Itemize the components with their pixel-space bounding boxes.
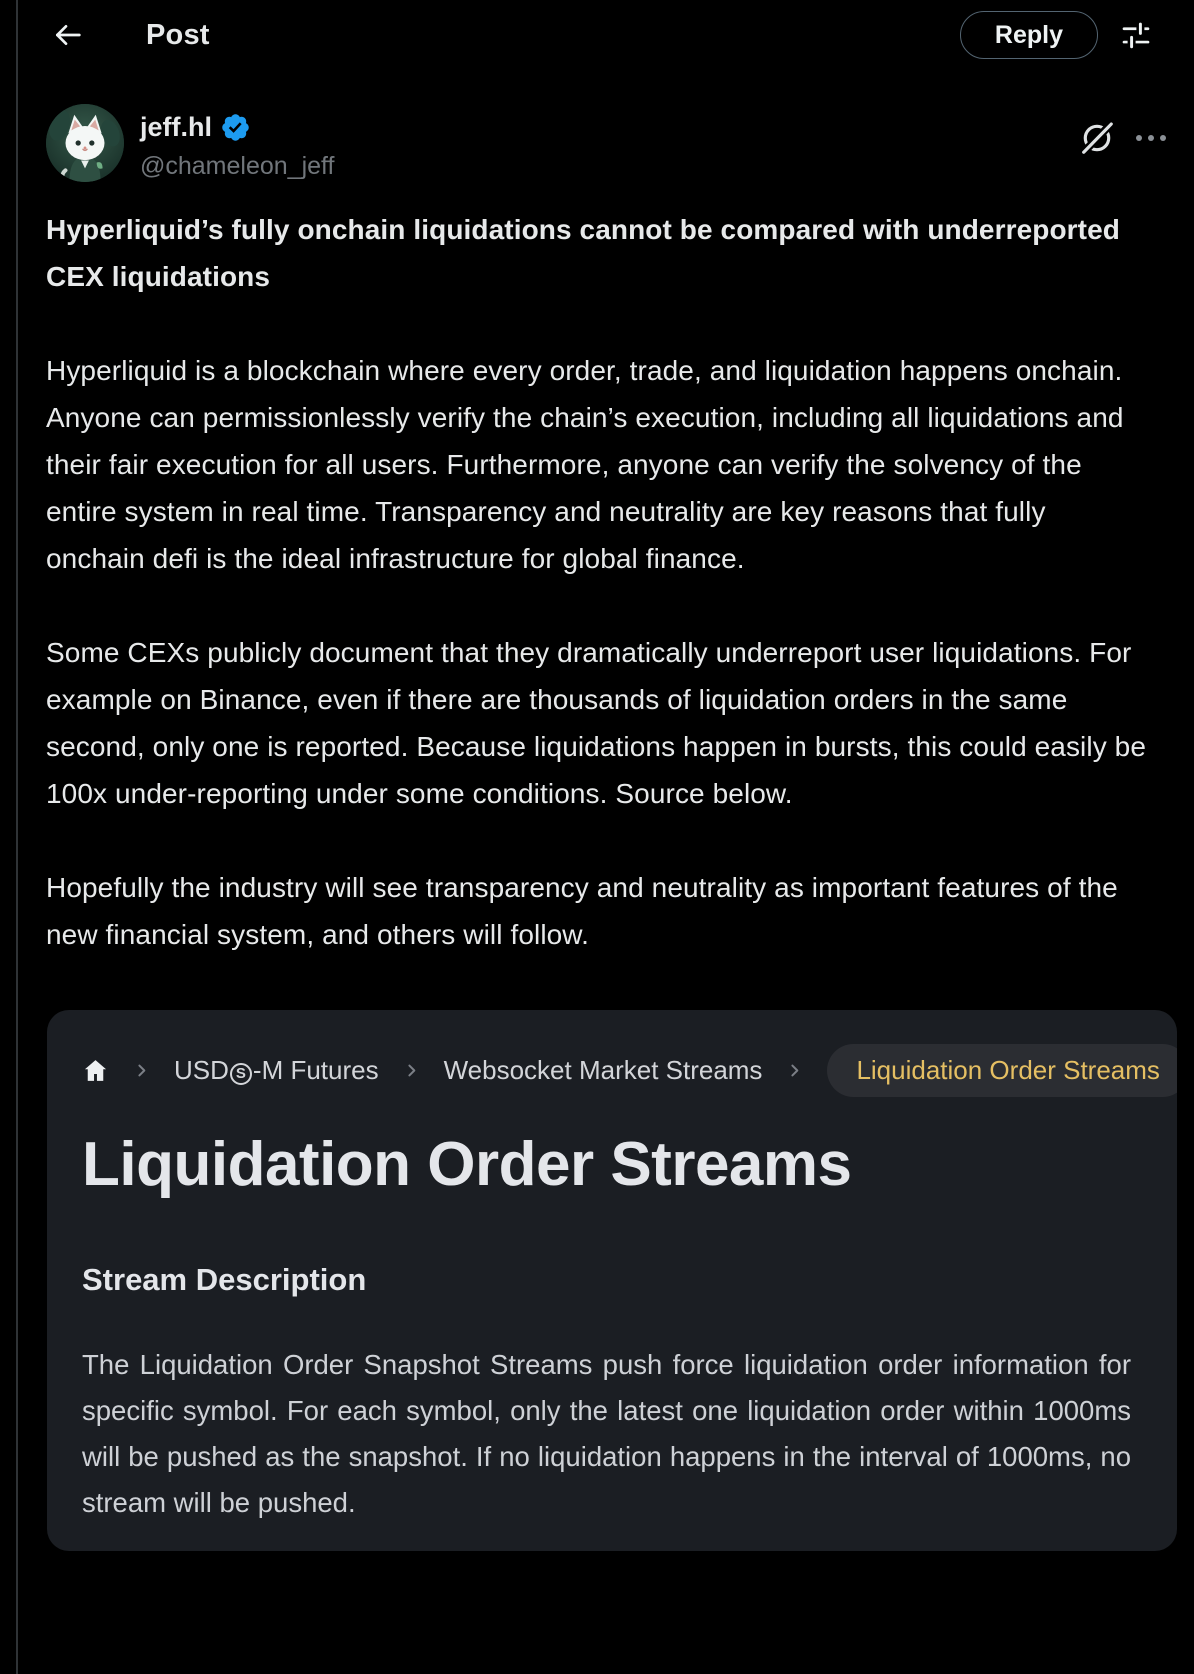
column-left-border	[16, 0, 18, 1674]
doc-section-title: Stream Description	[82, 1262, 367, 1297]
breadcrumb-item-websocket-streams: Websocket Market Streams	[443, 1055, 763, 1085]
timeline-settings-button[interactable]	[1114, 13, 1158, 57]
doc-description: The Liquidation Order Snapshot Streams push force liquidation order information for specific symbol. For each symbol, only the latest one liquidation order within 1000ms will be pushed as the snapshot. If no liquidation happens in the interval of 1000ms, no stream will be pushed.	[82, 1349, 1131, 1518]
doc-screenshot-card[interactable]	[47, 1010, 1177, 1551]
doc-breadcrumb	[82, 1044, 1160, 1097]
circled-s-icon: S	[230, 1063, 252, 1085]
breadcrumb-chevron-icon	[403, 1062, 420, 1079]
grok-icon	[1078, 119, 1116, 157]
page-title: Post	[146, 18, 210, 51]
more-button[interactable]	[1129, 116, 1173, 160]
author-name[interactable]: jeff.hl	[140, 111, 212, 142]
doc-title: Liquidation Order Streams	[82, 1130, 852, 1199]
post	[0, 104, 1194, 1551]
author-handle[interactable]: @chameleon_jeff	[140, 152, 335, 180]
breadcrumb-chevron-icon	[786, 1062, 803, 1079]
post-text	[46, 206, 1148, 958]
author-info	[140, 104, 334, 181]
post-heading: Hyperliquid’s fully onchain liquidations cannot be compared with underreported CEX liquidations	[46, 214, 1120, 292]
sliders-icon	[1120, 19, 1152, 51]
topbar	[0, 0, 1194, 64]
post-paragraph: Hyperliquid is a blockchain where every order, trade, and liquidation happens onchain. Anyone can permissionlessly verify the chain’s execution, including all liquidations and their fair execution for all users. Furthermore, anyone can verify the solvency of the entire system in real time. Transparency and neutrality are key reasons that fully onchain defi is the ideal infrastructure for global finance.	[46, 355, 1124, 574]
avatar-cat-image	[46, 104, 124, 182]
breadcrumb-item-usdm-futures: USD S -M Futures	[174, 1055, 379, 1085]
more-horizontal-icon	[1136, 135, 1166, 141]
post-paragraph: Some CEXs publicly document that they dramatically underreport user liquidations. For example on Binance, even if there are thousands of liquidation orders in the same second, only one is reported. Because liquidations happen in bursts, this could easily be 100x under-reporting under some conditions. Source below.	[46, 637, 1147, 809]
avatar[interactable]	[46, 104, 124, 182]
home-icon	[82, 1057, 109, 1084]
back-button[interactable]	[50, 17, 86, 53]
breadcrumb-chevron-icon	[133, 1062, 150, 1079]
author-name-row[interactable]	[140, 112, 334, 143]
verified-badge-icon	[220, 112, 251, 143]
post-header	[46, 104, 1173, 182]
back-arrow-icon	[52, 19, 84, 51]
post-paragraph: Hopefully the industry will see transparency and neutrality as important features of the new financial system, and others will follow.	[46, 872, 1118, 950]
reply-button[interactable]: Reply	[960, 11, 1098, 59]
grok-button[interactable]	[1075, 116, 1119, 160]
breadcrumb-item-liquidation-streams: Liquidation Order Streams	[827, 1044, 1177, 1097]
